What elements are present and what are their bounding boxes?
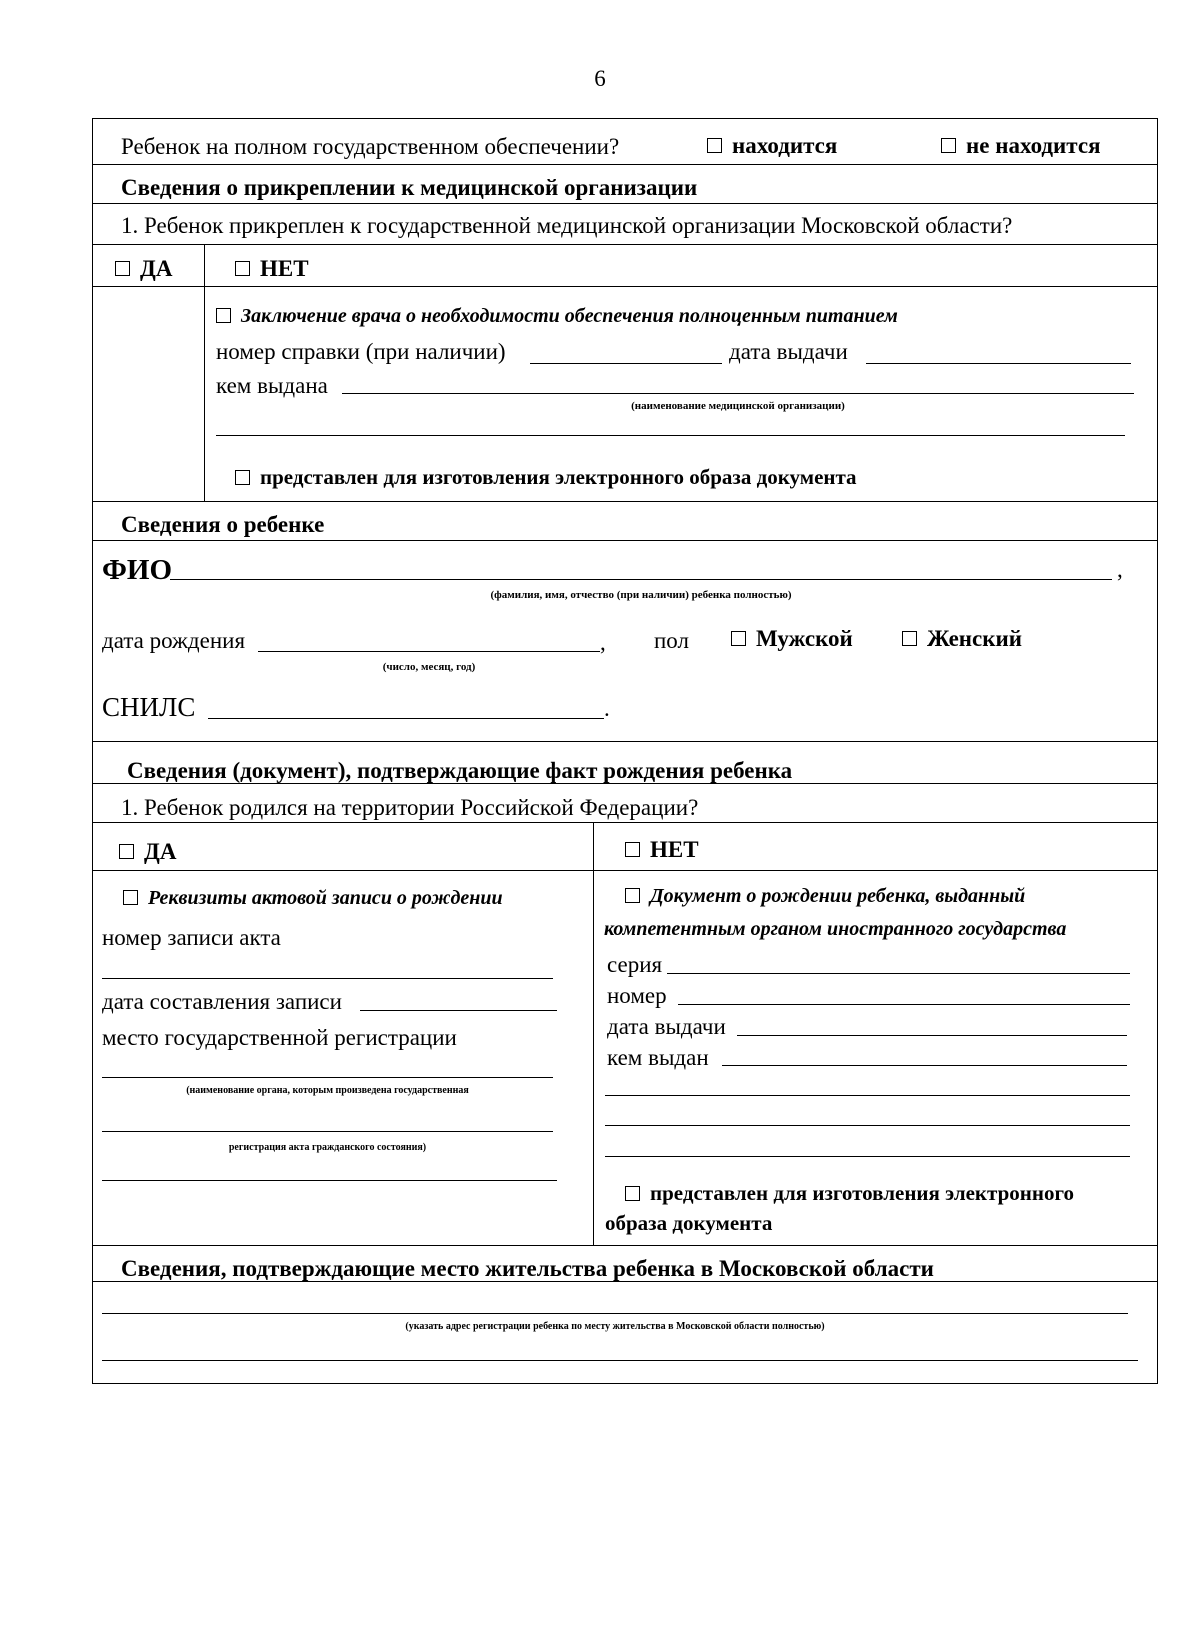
registration-place-field-2[interactable] — [102, 1131, 553, 1132]
checkbox-icon[interactable] — [235, 261, 250, 276]
divider — [92, 540, 1158, 541]
sex-label: пол — [654, 628, 689, 653]
divider — [92, 244, 1158, 245]
page-number: 6 — [594, 66, 606, 91]
birth-date-field[interactable] — [258, 651, 600, 652]
foreign-issued-by-field-4[interactable] — [605, 1156, 1130, 1157]
medical-presented-option[interactable]: представлен для изготовления электронного образа документа — [235, 467, 857, 488]
foreign-issued-by-field-2[interactable] — [605, 1095, 1130, 1096]
registration-org-caption-2: регистрация акта гражданского состояния) — [228, 1142, 427, 1153]
snils-dot: . — [604, 696, 610, 721]
checkbox-icon[interactable] — [216, 308, 231, 323]
foreign-presented-label-2: образа документа — [605, 1211, 773, 1235]
divider — [92, 870, 1158, 871]
fio-comma: , — [1117, 557, 1123, 582]
medical-issued-by-label: кем выдана — [216, 373, 328, 398]
checkbox-icon[interactable] — [123, 890, 138, 905]
foreign-issue-date-field[interactable] — [737, 1035, 1127, 1036]
sex-male-option[interactable]: Мужской — [731, 627, 853, 650]
checkbox-icon[interactable] — [707, 138, 722, 153]
checkbox-icon[interactable] — [625, 842, 640, 857]
residence-caption: (указать адрес регистрации ребенка по месту жительства в Московской области полностью) — [405, 1321, 825, 1332]
medical-question: 1. Ребенок прикреплен к государственной медицинской организации Московской области? — [121, 213, 1013, 238]
foreign-presented-option[interactable]: представлен для изготовления электронного — [625, 1183, 1074, 1204]
state-support-no-option[interactable]: не находится — [941, 134, 1101, 157]
checkbox-icon[interactable] — [119, 844, 134, 859]
cert-number-label: номер справки (при наличии) — [216, 339, 506, 364]
cert-number-field[interactable] — [530, 363, 722, 364]
medical-yes-option[interactable]: ДА — [115, 257, 172, 280]
foreign-issue-date-label: дата выдачи — [607, 1014, 726, 1039]
divider — [92, 1281, 1158, 1282]
column-divider — [204, 244, 205, 501]
medical-issue-date-label: дата выдачи — [729, 339, 848, 364]
birth-section-header: Сведения (документ), подтверждающие факт рождения ребенка — [127, 758, 793, 783]
checkbox-icon[interactable] — [115, 261, 130, 276]
record-date-field[interactable] — [360, 1010, 557, 1011]
doctor-conclusion-option[interactable]: Заключение врача о необходимости обеспечения полноценным питанием — [216, 306, 898, 326]
child-section-header: Сведения о ребенке — [121, 512, 325, 537]
checkbox-icon[interactable] — [941, 138, 956, 153]
foreign-issued-by-field[interactable] — [722, 1065, 1127, 1066]
medical-section-header: Сведения о прикреплении к медицинской организации — [121, 175, 698, 200]
divider — [92, 1245, 1158, 1246]
medical-issued-by-field[interactable] — [342, 393, 1134, 394]
medical-no-option[interactable]: НЕТ — [235, 257, 309, 280]
divider — [92, 783, 1158, 784]
divider — [92, 741, 1158, 742]
registration-place-label: место государственной регистрации — [102, 1025, 457, 1050]
sex-female-option[interactable]: Женский — [902, 627, 1022, 650]
residence-section-header: Сведения, подтверждающие место жительства ребенка в Московской области — [121, 1256, 934, 1281]
series-label: серия — [607, 952, 663, 977]
number-label: номер — [607, 983, 667, 1008]
act-number-label: номер записи акта — [102, 925, 281, 950]
fio-field[interactable] — [170, 579, 1112, 580]
org-caption: (наименование медицинской организации) — [631, 400, 845, 412]
birth-question: 1. Ребенок родился на территории Российской Федерации? — [121, 795, 699, 820]
record-date-label: дата составления записи — [102, 989, 342, 1014]
divider — [92, 501, 1158, 502]
act-number-field[interactable] — [102, 978, 553, 979]
divider — [92, 164, 1158, 165]
number-field[interactable] — [678, 1004, 1130, 1005]
state-support-yes-option[interactable]: находится — [707, 134, 837, 157]
checkbox-icon[interactable] — [625, 1186, 640, 1201]
birth-yes-option[interactable]: ДА — [119, 840, 176, 863]
checkbox-icon[interactable] — [625, 888, 640, 903]
act-record-option[interactable]: Реквизиты актовой записи о рождении — [123, 888, 503, 908]
birth-no-option[interactable]: НЕТ — [625, 838, 699, 861]
divider — [92, 822, 1158, 823]
registration-place-field-3[interactable] — [102, 1180, 557, 1181]
fio-caption: (фамилия, имя, отчество (при наличии) ребенка полностью) — [490, 589, 792, 601]
checkbox-icon[interactable] — [731, 631, 746, 646]
registration-place-field[interactable] — [102, 1077, 553, 1078]
checkbox-icon[interactable] — [235, 470, 250, 485]
series-field[interactable] — [667, 973, 1130, 974]
foreign-doc-label-2: компетентным органом иностранного государства — [604, 918, 1067, 940]
checkbox-icon[interactable] — [902, 631, 917, 646]
foreign-doc-option[interactable]: Документ о рождении ребенка, выданный — [625, 886, 1025, 906]
residence-address-field-2[interactable] — [102, 1360, 1138, 1361]
birth-date-label: дата рождения — [102, 628, 246, 653]
medical-issued-by-field-2[interactable] — [216, 435, 1125, 436]
residence-address-field[interactable] — [102, 1313, 1128, 1314]
snils-label: СНИЛС — [102, 692, 196, 722]
medical-issue-date-field[interactable] — [866, 363, 1131, 364]
registration-org-caption-1: (наименование органа, которым произведена государственная — [186, 1085, 469, 1096]
fio-label: ФИО — [102, 554, 173, 586]
birth-date-caption: (число, месяц, год) — [382, 661, 476, 673]
state-support-question: Ребенок на полном государственном обеспечении? — [121, 134, 620, 159]
column-divider — [593, 822, 594, 1245]
birth-date-comma: , — [600, 630, 606, 655]
foreign-issued-by-field-3[interactable] — [605, 1125, 1130, 1126]
snils-field[interactable] — [208, 718, 604, 719]
foreign-issued-by-label: кем выдан — [607, 1045, 709, 1070]
divider — [92, 203, 1158, 204]
divider — [92, 286, 1158, 287]
